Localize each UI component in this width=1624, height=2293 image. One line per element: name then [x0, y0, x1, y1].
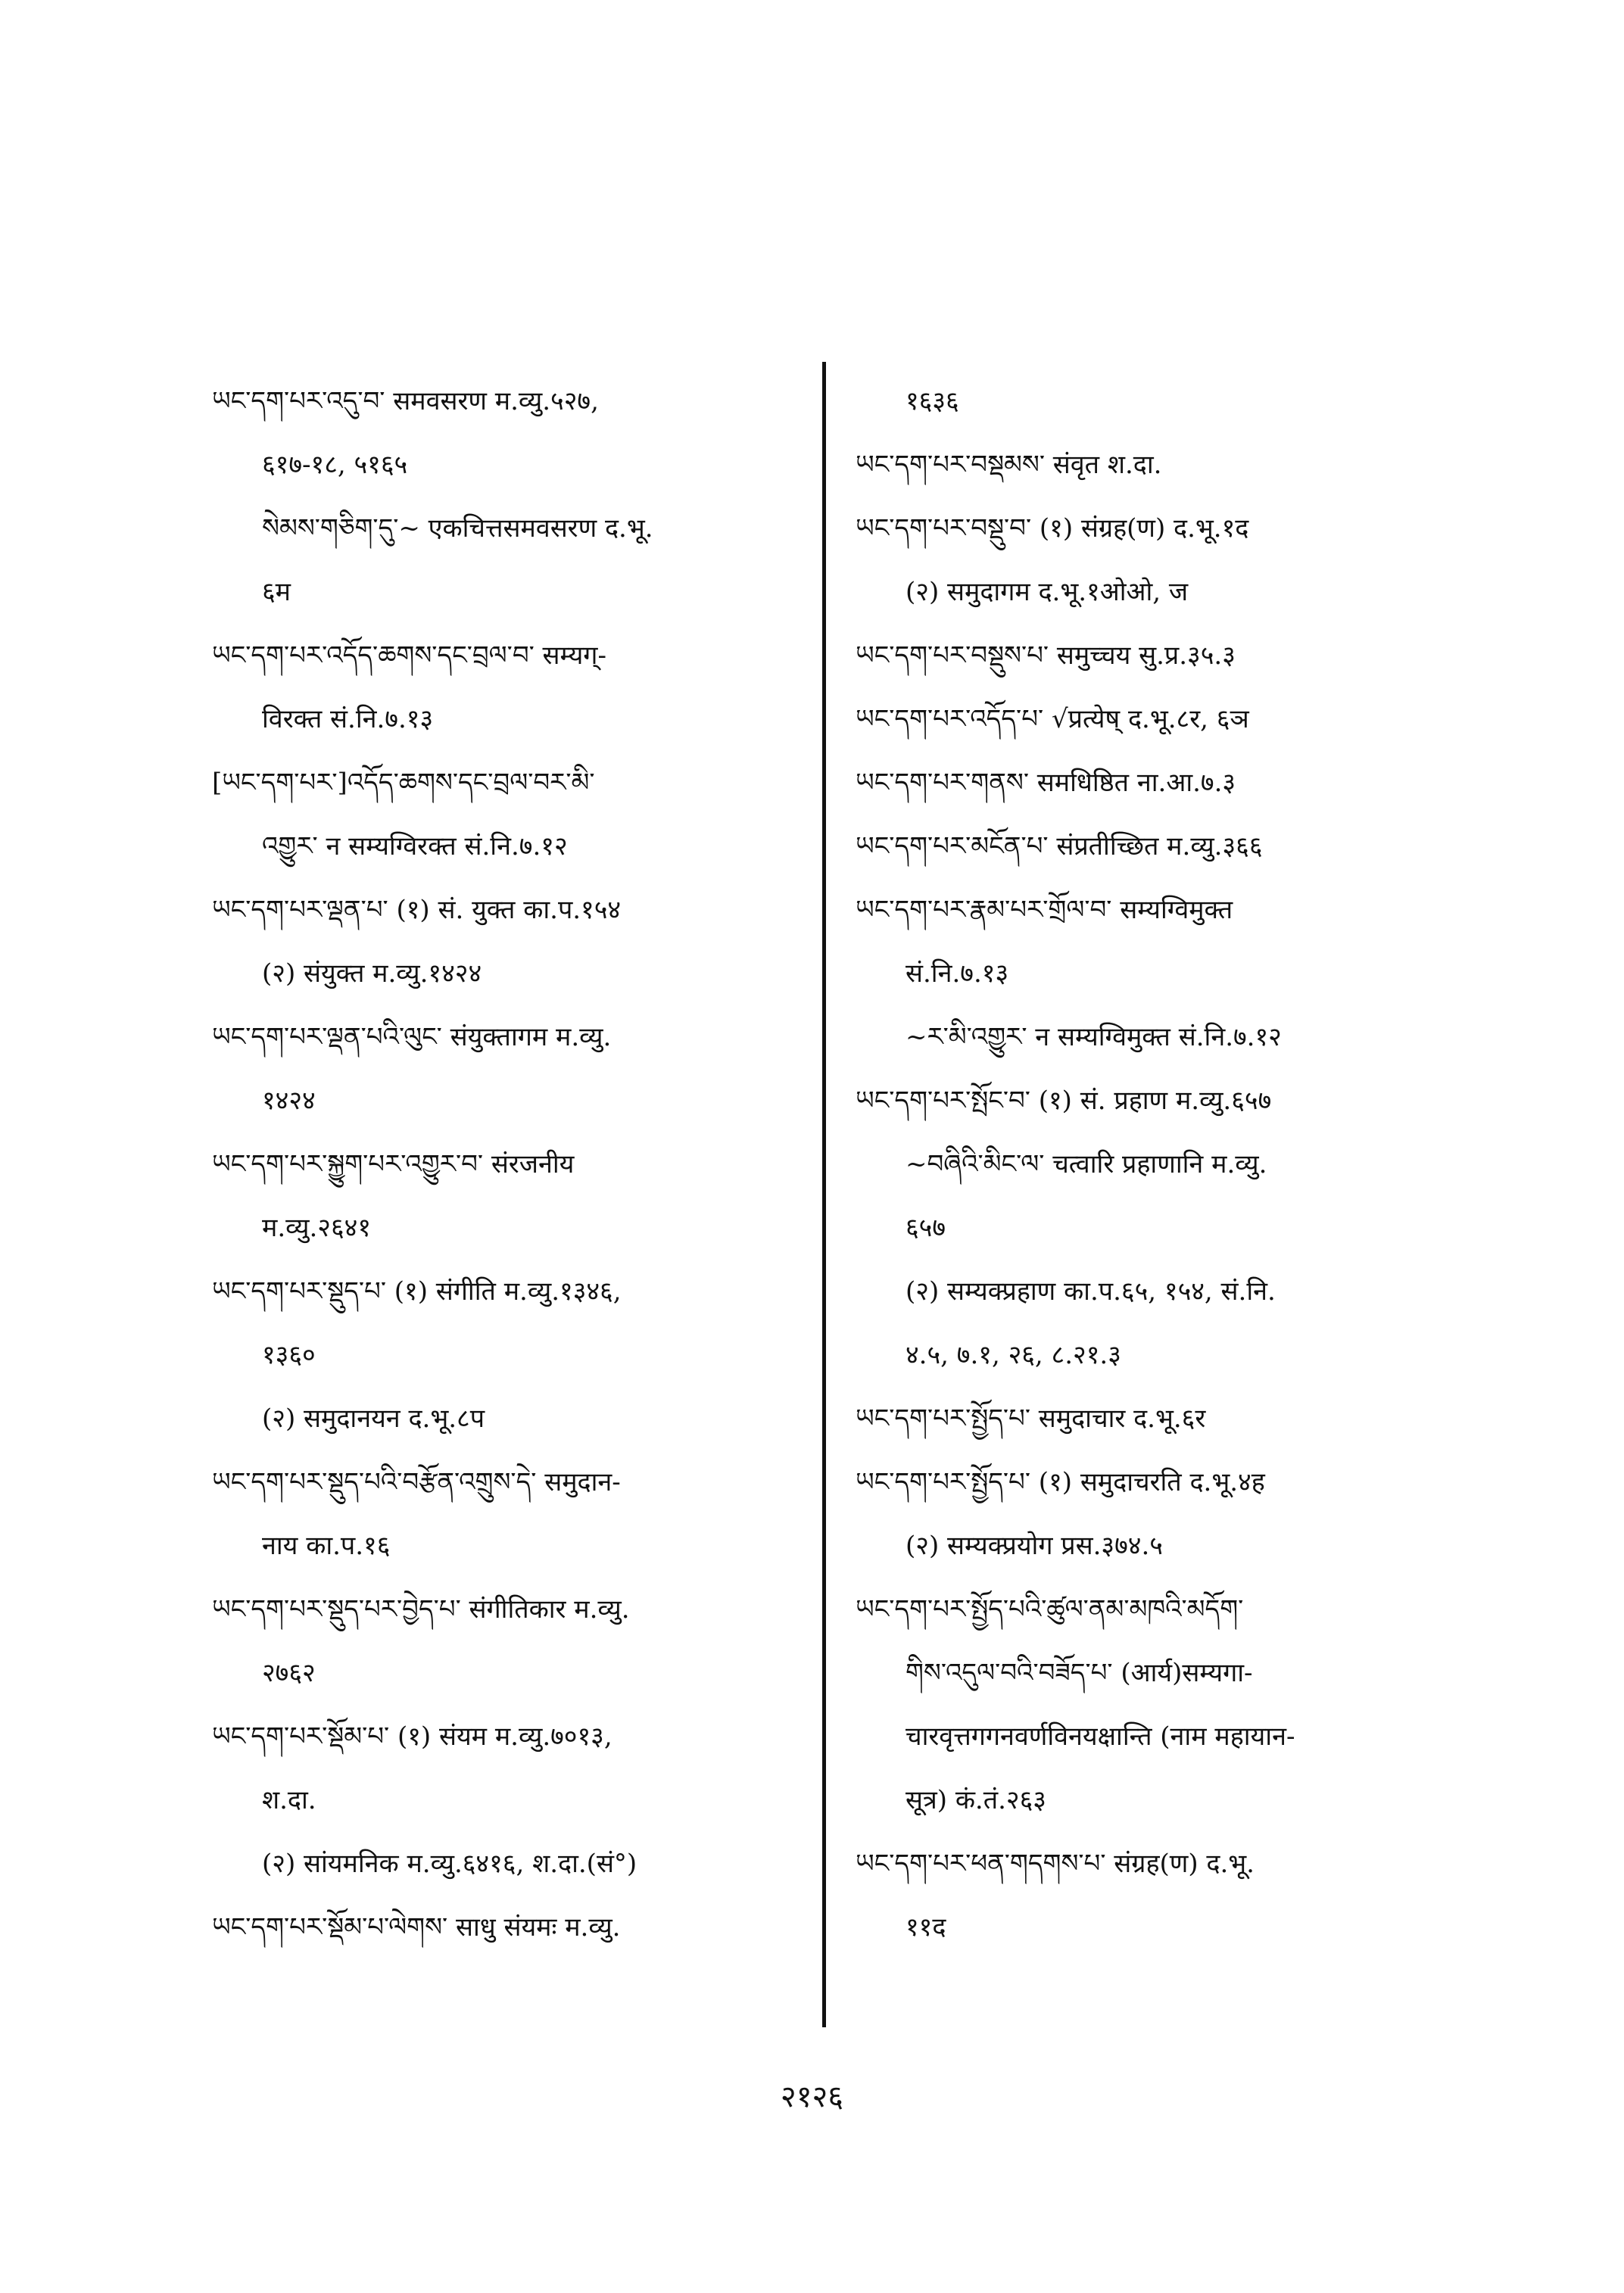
entry-line: འགྱུར་ न सम्यग्विरक्त सं.नि.७.१२ [262, 831, 568, 861]
entry-line: ཡང་དག་པར་བསྡུ་བ་ (१) संग्रह(ण) द.भू.१द [856, 513, 1249, 544]
entry-line: ཡང་དག་པར་སྡུད་པ་ (१) संगीति म.व्यु.१३४६, [212, 1276, 622, 1307]
entry-line: ཡང་དག་པར་མངོན་པ་ संप्रतीच्छित म.व्यु.३६६ [856, 831, 1263, 861]
entry-line: ཡང་དག་པར་གནས་ समधिष्ठित ना.आ.७.३ [856, 768, 1236, 798]
entry-line: ཡང་དག་པར་སྡོམ་པ་ལེགས་ साधु संयमः म.व्यु. [212, 1912, 621, 1943]
entry-line: ཡང་དག་པར་རྣམ་པར་གྲོལ་བ་ सम्यग्विमुक्त [856, 895, 1233, 925]
entry-line: ཡང་དག་པར་སྡུད་པར་བྱེད་པ་ संगीतिकार म.व्यु. [212, 1594, 630, 1625]
entry-line: ११द [906, 1912, 946, 1943]
entry-line: ཡང་དག་པར་སྡོམ་པ་ (१) संयम म.व्यु.७०१३, [212, 1721, 613, 1752]
entry-line: ཡང་དག་པར་སྡུད་པའི་བརྩོན་འགྲུས་དེ་ समुदान- [212, 1467, 621, 1497]
entry-line: १३६० [262, 1340, 316, 1370]
entry-line: सूत्र) कं.तं.२६३ [906, 1785, 1046, 1815]
entry-line: གིས་འདུལ་བའི་བཟོད་པ་ (आर्य)सम्यगा- [906, 1658, 1253, 1688]
left-column [212, 369, 818, 1959]
entry-line: ཡང་དག་པར་སྐྱུག་པར་འགྱུར་བ་ संरजनीय [212, 1149, 575, 1179]
entry-line: चारवृत्तगगनवर्णविनयक्षान्ति (नाम महायान- [906, 1721, 1295, 1752]
entry-line: ~བཞིའི་མིང་ལ་ चत्वारि प्रहाणानि म.व्यु. [906, 1149, 1267, 1179]
page-number: २१२६ [780, 2080, 844, 2114]
entry-line: ४.५, ७.१, २६, ८.२१.३ [906, 1340, 1121, 1370]
right-column [856, 369, 1454, 1959]
entry-line: ཡང་དག་པར་འདོད་ཆགས་དང་བྲལ་བ་ सम्यग्- [212, 640, 606, 671]
entry-line: ཡང་དག་པར་འདོད་པ་ √प्रत्येष् द.भू.८र, ६ञ [856, 704, 1249, 734]
entry-line: ~ར་མི་འགྱུར་ न सम्यग्विमुक्त सं.नि.७.१२ [906, 1022, 1282, 1052]
entry-line: म.व्यु.२६४१ [262, 1213, 372, 1243]
entry-line: ६५७ [906, 1213, 946, 1243]
entry-line: (२) सांयमनिक म.व्यु.६४१६, श.दा.(सं°) [262, 1849, 637, 1879]
entry-line: नाय का.प.१६ [262, 1531, 391, 1561]
entry-line: श.दा. [262, 1785, 316, 1815]
entry-line: (२) संयुक्त म.व्यु.१४२४ [262, 958, 482, 989]
entry-line: [ཡང་དག་པར་]འདོད་ཆགས་དང་བྲལ་བར་མི་ [212, 768, 595, 798]
entry-line: सं.नि.७.१३ [906, 958, 1009, 989]
entry-line: ཡང་དག་པར་ལྡན་པ་ (१) सं. युक्त का.प.१५४ [212, 895, 622, 925]
column-divider [822, 362, 826, 2027]
entry-line: १४२४ [262, 1086, 316, 1116]
entry-line: २७६२ [262, 1658, 316, 1688]
entry-line: १६३६ [906, 386, 959, 416]
entry-line: ཡང་དག་པར་སྤྱོད་པ་ समुदाचार द.भू.६र [856, 1404, 1206, 1434]
entry-line: ཡང་དག་པར་བསྡུས་པ་ समुच्चय सु.प्र.३५.३ [856, 640, 1236, 671]
entry-line: ཡང་དག་པར་ཕན་གདགས་པ་ संग्रह(ण) द.भू. [856, 1849, 1255, 1879]
entry-line: ཡང་དག་པར་སྤོང་བ་ (१) सं. प्रहाण म.व्यु.६५७ [856, 1086, 1272, 1116]
entry-line: (२) समुदागम द.भू.१ओओ, ज [906, 577, 1189, 607]
entry-line: ཡང་དག་པར་ལྡན་པའི་ལུང་ संयुक्तागम म.व्यु. [212, 1022, 612, 1052]
entry-line: (२) सम्यक्प्रयोग प्रस.३७४.५ [906, 1531, 1163, 1561]
entry-line: विरक्त सं.नि.७.१३ [262, 704, 434, 734]
entry-line: ६म [262, 577, 291, 607]
entry-line: (२) सम्यक्प्रहाण का.प.६५, १५४, सं.नि. [906, 1276, 1276, 1307]
entry-line: ཡང་དག་པར་སྤྱོད་པ་ (१) समुदाचरति द.भू.४ह [856, 1467, 1265, 1497]
entry-line: སེམས་གཅིག་དུ་~ एकचित्तसमवसरण द.भू. [262, 513, 653, 544]
entry-line: ཡང་དག་པར་སྤྱོད་པའི་ཚུལ་ནམ་མཁའི་མདོག་ [856, 1594, 1244, 1625]
entry-line: ཡང་དག་པར་འདུ་བ་ समवसरण म.व्यु.५२७, [212, 386, 599, 416]
entry-line: (२) समुदानयन द.भू.८प [262, 1404, 485, 1434]
entry-line: ६१७-१८, ५१६५ [262, 450, 408, 480]
entry-line: ཡང་དག་པར་བསྡམས་ संवृत श.दा. [856, 450, 1162, 480]
